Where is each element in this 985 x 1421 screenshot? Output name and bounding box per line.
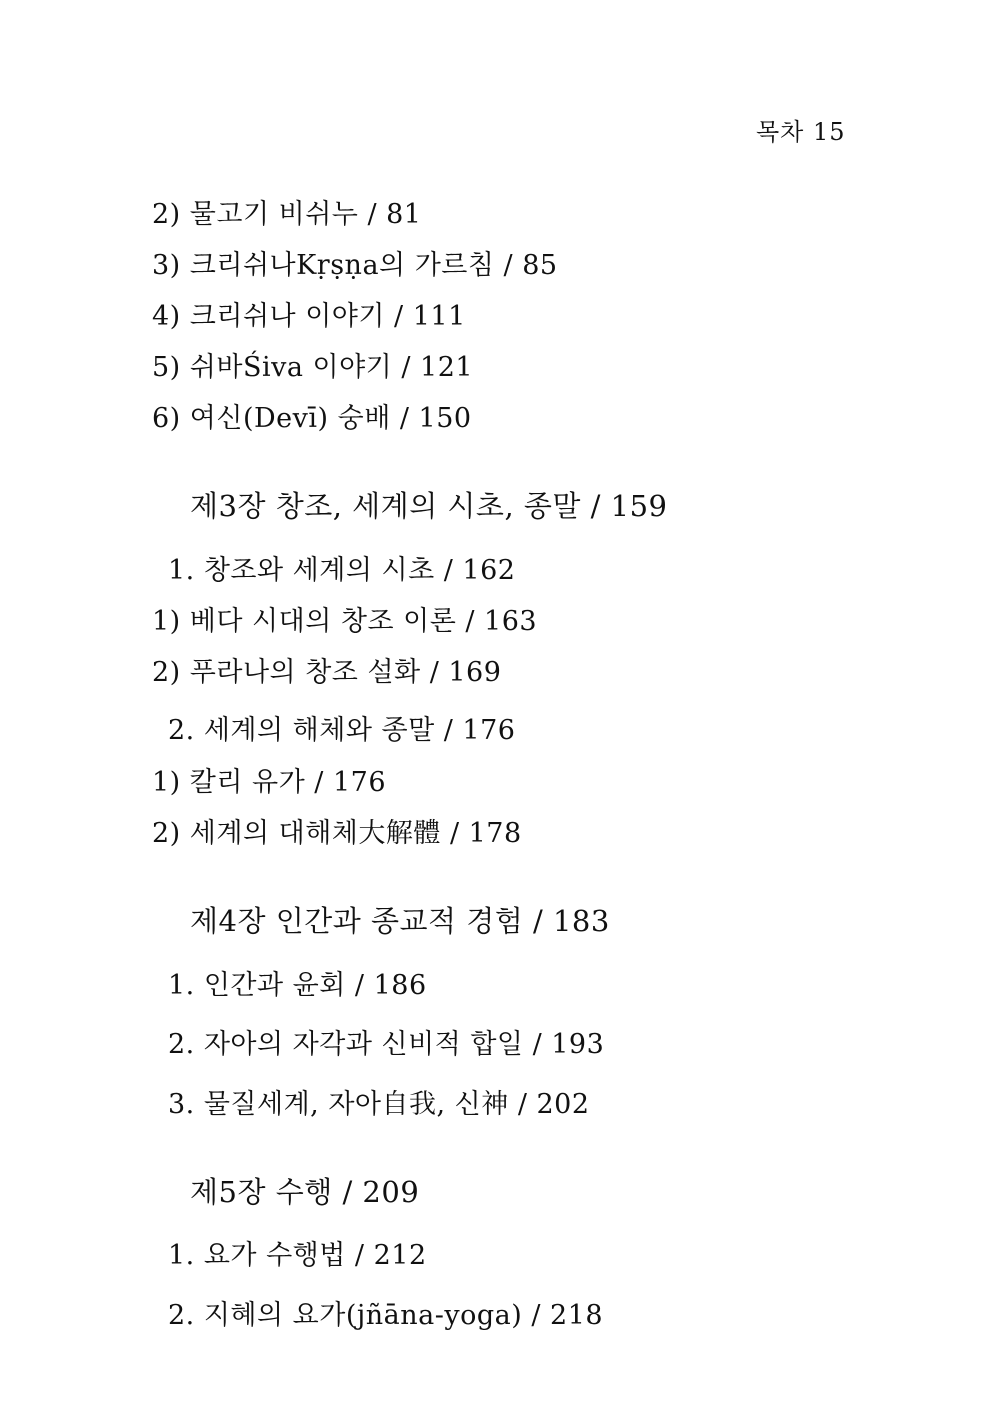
section-entry: 2. 지혜의 요가(jñāna-yoga) / 218 [168, 1300, 604, 1331]
section-entry: 3. 물질세계, 자아自我, 신神 / 202 [168, 1089, 590, 1120]
page-header: 목차 15 [756, 118, 846, 146]
toc-entry: 2) 푸라나의 창조 설화 / 169 [152, 657, 502, 688]
toc-entry: 4) 크리쉬나 이야기 / 111 [152, 301, 466, 332]
section-entry: 2. 세계의 해체와 종말 / 176 [168, 715, 516, 746]
section-entry: 1. 창조와 세계의 시초 / 162 [168, 555, 516, 586]
toc-entry: 1) 베다 시대의 창조 이론 / 163 [152, 606, 538, 637]
toc-entry: 3) 크리쉬나Kṛṣṇa의 가르침 / 85 [152, 250, 558, 281]
toc-entry: 1) 칼리 유가 / 176 [152, 767, 387, 798]
chapter-heading: 제3장 창조, 세계의 시초, 종말 / 159 [190, 489, 668, 523]
toc-entry: 2) 세계의 대해체大解體 / 178 [152, 818, 522, 849]
section-entry: 2. 자아의 자각과 신비적 합일 / 193 [168, 1029, 605, 1060]
chapter-heading: 제5장 수행 / 209 [190, 1175, 420, 1209]
section-entry: 1. 인간과 윤회 / 186 [168, 970, 427, 1001]
toc-entry: 6) 여신(Devī) 숭배 / 150 [152, 403, 472, 434]
section-entry: 1. 요가 수행법 / 212 [168, 1240, 427, 1271]
chapter-heading: 제4장 인간과 종교적 경험 / 183 [190, 904, 610, 938]
toc-entry: 2) 물고기 비쉬누 / 81 [152, 199, 422, 230]
toc-entry: 5) 쉬바Śiva 이야기 / 121 [152, 352, 474, 383]
